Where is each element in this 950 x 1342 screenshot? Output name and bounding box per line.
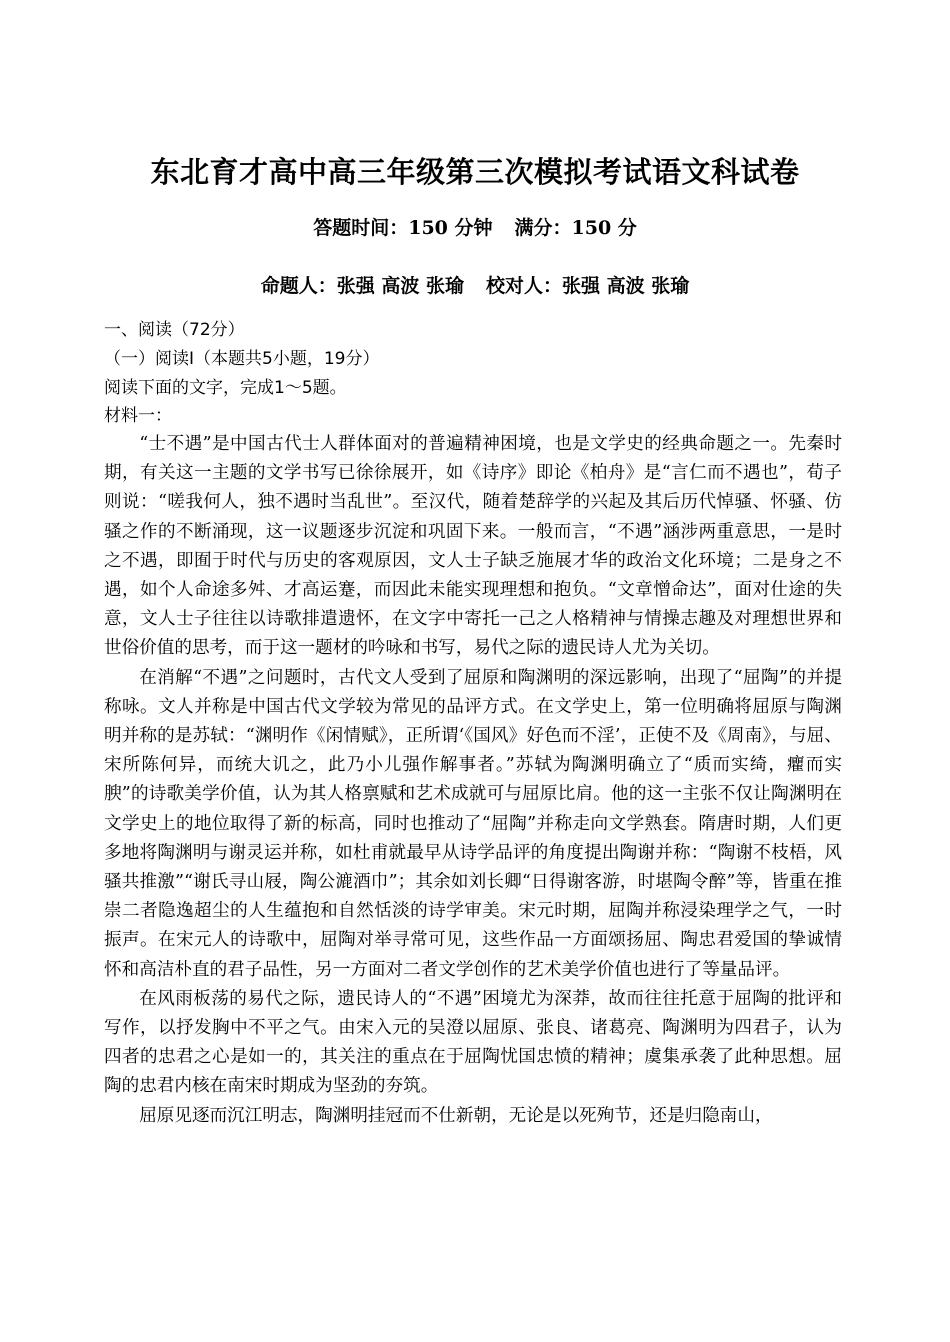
paragraph: 屈原见逐而沉江明志，陶渊明挂冠而不仕新朝，无论是以死殉节，还是归隐南山， xyxy=(139,1105,773,1126)
proofreader: 校对人：张强 高波 张瑜 xyxy=(486,275,690,297)
authors-line xyxy=(0,272,950,300)
paragraph: 在消解“不遇”之问题时，古代文人受到了屈原和陶渊明的深远影响，出现了“屈陶”的并提称咏。文人并称是中国古代文学较为常见的品评方式。在文学史上，第一位明确将屈原与陶渊明并称的是苏轼：“渊明作《闲情赋》，正所谓‘《国风》好色而不淫’，正使不及《周南》，与屈、宋所陈何异，而统大讥之，此乃小儿强作解事者。”苏轼为陶渊明确立了“质而实绮，癯而实腴”的诗歌美学价值，认为其人格禀赋和艺术成就可与屈原比肩。他的这一主张不仅让陶渊明在文学史上的地位取得了新的标高，同时也推动了“屈陶”并称走向文学熟套。隋唐时期，人们更多地将陶渊明与谢灵运并称，如杜甫就最早从诗学品评的角度提出陶谢并称：“陶谢不枝梧，风骚共推激”“谢氏寻山屐，陶公漉酒巾”；其余如刘长卿“日得谢客游，时堪陶令醉”等，皆重在推崇二者隐逸超尘的人生蕴抱和自然恬淡的诗学审美。宋元时期，屈陶并称浸染理学之气，一时振声。在宋元人的诗歌中，屈陶对举寻常可见，这些作品一方面颂扬屈、陶忠君爱国的挚诚情怀和高洁朴直的君子品性，另一方面对二者文学创作的艺术美学价值也进行了等量品评。 xyxy=(104,667,842,980)
reading-sub-heading: （一）阅读Ⅰ（本题共5小题，19分） xyxy=(104,349,380,369)
exam-time: 答题时间：150 分钟 xyxy=(313,217,493,239)
material-label: 材料一： xyxy=(104,406,172,426)
paragraph: “士不遇”是中国古代士人群体面对的普遍精神困境，也是文学史的经典命题之一。先秦时期，有关这一主题的文学书写已徐徐展开，如《诗序》即论《柏舟》是“言仁而不遇也”，荀子则说：“嗟我何人，独不遇时当乱世”。至汉代，随着楚辞学的兴起及其后历代悼骚、怀骚、仿骚之作的不断涌现，这一议题逐步沉淀和巩固下来。一般而言，“不遇”涵涉两重意思，一是时之不遇，即囿于时代与历史的客观原因，文人士子缺乏施展才华的政治文化环境；二是身之不遇，如个人命途多舛、才高运蹇，而因此未能实现理想和抱负。“文章憎命达”，面对仕途的失意，文人士子往往以诗歌排遣遗怀，在文字中寄托一己之人格精神与情操志趣及对理想世界和世俗价值的思考，而于这一题材的吟咏和书写，易代之际的遗民诗人尤为关切。 xyxy=(104,434,842,659)
reading-section-heading: 一、阅读（72分） xyxy=(104,320,245,340)
exam-title: 东北育才高中高三年级第三次模拟考试语文科试卷 xyxy=(150,155,800,189)
setter: 命题人：张强 高波 张瑜 xyxy=(260,275,464,297)
material-text xyxy=(104,430,842,1131)
exam-info-line xyxy=(0,214,950,242)
full-score: 满分：150 分 xyxy=(514,217,637,239)
paragraph: 在风雨板荡的易代之际，遗民诗人的“不遇”困境尤为深莽，故而往往托意于屈陶的批评和写作，以抒发胸中不平之气。由宋入元的吴澄以屈原、张良、诸葛亮、陶渊明为四君子，认为四者的忠君之心是如一的，其关注的重点在于屈陶忧国忠愤的精神；虞集承袭了此种思想。屈陶的忠君内核在南宋时期成为坚劲的夯筑。 xyxy=(104,988,842,1097)
reading-instruction: 阅读下面的文字，完成1～5题。 xyxy=(104,378,347,398)
